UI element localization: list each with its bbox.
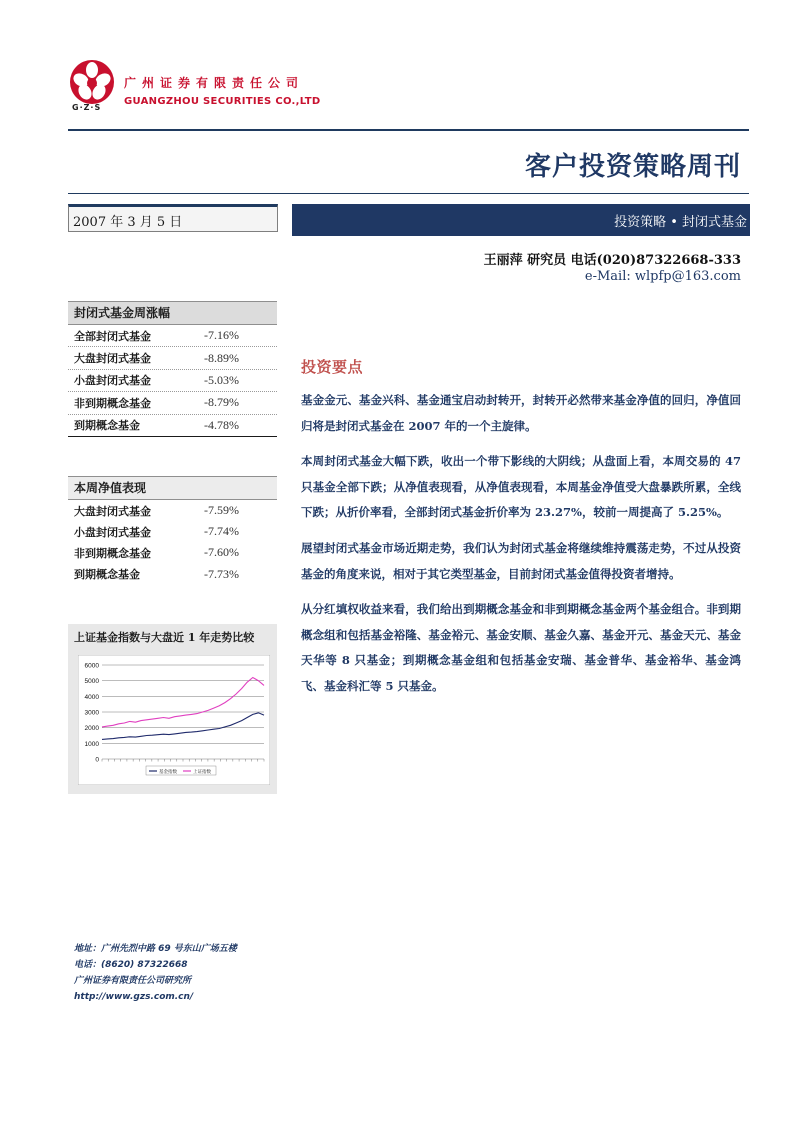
- y-tick-label: 2000: [84, 725, 99, 733]
- legend-label: 上证指数: [193, 770, 211, 775]
- y-tick-label: 0: [95, 756, 99, 764]
- header-rule: [68, 129, 749, 131]
- table-row: [68, 370, 277, 392]
- company-name-cn: 广州证券有限责任公司: [124, 76, 305, 90]
- footer-dept: 广州证券有限责任公司研究所: [74, 976, 192, 986]
- y-tick-label: 5000: [84, 678, 99, 686]
- analyst-info: 王丽萍 研究员 电话(020)87322668-333: [483, 253, 741, 268]
- row-label: 小盘封闭式基金: [74, 374, 151, 388]
- body-text: [301, 388, 741, 710]
- row-label: 非到期概念基金: [74, 396, 151, 410]
- table-row: [68, 500, 277, 521]
- footer-url-link[interactable]: http://www.gzs.com.cn/: [74, 992, 194, 1002]
- weekly-change-title: 封闭式基金周涨幅: [68, 301, 277, 325]
- chart-background: [78, 655, 270, 785]
- row-value: -7.60%: [204, 545, 239, 560]
- trend-chart: [78, 655, 270, 785]
- report-category: 投资策略 • 封闭式基金: [614, 215, 747, 230]
- table-row: [68, 542, 277, 563]
- title-rule: [68, 193, 749, 194]
- chart-title: 上证基金指数与大盘近 1 年走势比较: [74, 631, 255, 644]
- section-title: 投资要点: [301, 358, 364, 376]
- row-value: -8.89%: [204, 350, 239, 365]
- table-row: [68, 564, 277, 585]
- y-tick-label: 6000: [84, 662, 99, 670]
- paragraph: 展望封闭式基金市场近期走势，我们认为封闭式基金将继续维持震荡走势，不过从投资基金的角度来说，相对于其它类型基金，目前封闭式基金值得投资者增持。: [301, 540, 741, 581]
- page-title: 客户投资策略周刊: [524, 152, 741, 182]
- footer: [74, 941, 237, 1005]
- table-row: [68, 392, 277, 414]
- row-value: -7.73%: [204, 566, 239, 581]
- logo-text: G·Z·S: [72, 103, 102, 112]
- footer-address: 地址：广州先烈中路 69 号东山广场五楼: [74, 944, 237, 954]
- y-tick-label: 3000: [84, 709, 99, 717]
- row-label: 到期概念基金: [74, 568, 140, 582]
- row-label: 大盘封闭式基金: [74, 352, 151, 366]
- footer-phone: 电话：(8620) 87322668: [74, 960, 188, 970]
- paragraph: 本周封闭式基金大幅下跌，收出一个带下影线的大阴线；从盘面上看，本周交易的 47 只基金全部下跌；从净值表现看，从净值表现看，本周基金净值受大盘暴跌所累，全线下跌；从折价率看，全部封闭式基金折价率为 23.27%，较前一周提高了 5.25%。: [301, 454, 741, 520]
- nav-performance-table: [68, 476, 277, 585]
- paragraph: 基金金元、基金兴科、基金通宝启动封转开，封转开必然带来基金净值的回归，净值回归将是封闭式基金在 2007 年的一个主旋律。: [301, 393, 741, 433]
- row-label: 到期概念基金: [74, 419, 140, 433]
- row-value: -4.78%: [204, 417, 239, 432]
- row-value: -7.74%: [204, 524, 239, 539]
- analyst-email: e-Mail: wlpfp@163.com: [584, 269, 741, 284]
- row-value: -7.16%: [204, 328, 239, 343]
- nav-performance-title: 本周净值表现: [68, 476, 277, 500]
- row-value: -5.03%: [204, 372, 239, 387]
- row-value: -8.79%: [204, 395, 239, 410]
- row-label: 小盘封闭式基金: [74, 525, 151, 539]
- legend-label: 基金指数: [159, 770, 177, 775]
- paragraph: 从分红填权收益来看，我们给出到期概念基金和非到期概念基金两个基金组合。非到期概念组和包括基金裕隆、基金裕元、基金安顺、基金久嘉、基金开元、基金天元、基金天华等 8 只基金；到期概念基金组和包括基金安瑞、基金普华、基金裕华、基金鸿飞、基金科汇等 5 只基金。: [301, 602, 741, 693]
- row-value: -7.59%: [204, 503, 239, 518]
- company-logo-icon: [68, 58, 116, 106]
- y-tick-label: 1000: [84, 740, 99, 748]
- y-tick-label: 4000: [84, 693, 99, 701]
- weekly-change-table: [68, 301, 277, 437]
- table-row: [68, 325, 277, 347]
- table-row: [68, 347, 277, 369]
- table-row: [68, 521, 277, 542]
- company-name-en: GUANGZHOU SECURITIES CO.,LTD: [124, 96, 321, 107]
- row-label: 全部封闭式基金: [74, 329, 151, 343]
- table-row: [68, 415, 277, 437]
- row-label: 大盘封闭式基金: [74, 504, 151, 518]
- report-date: 2007 年 3 月 5 日: [73, 215, 183, 230]
- row-label: 非到期概念基金: [74, 546, 151, 560]
